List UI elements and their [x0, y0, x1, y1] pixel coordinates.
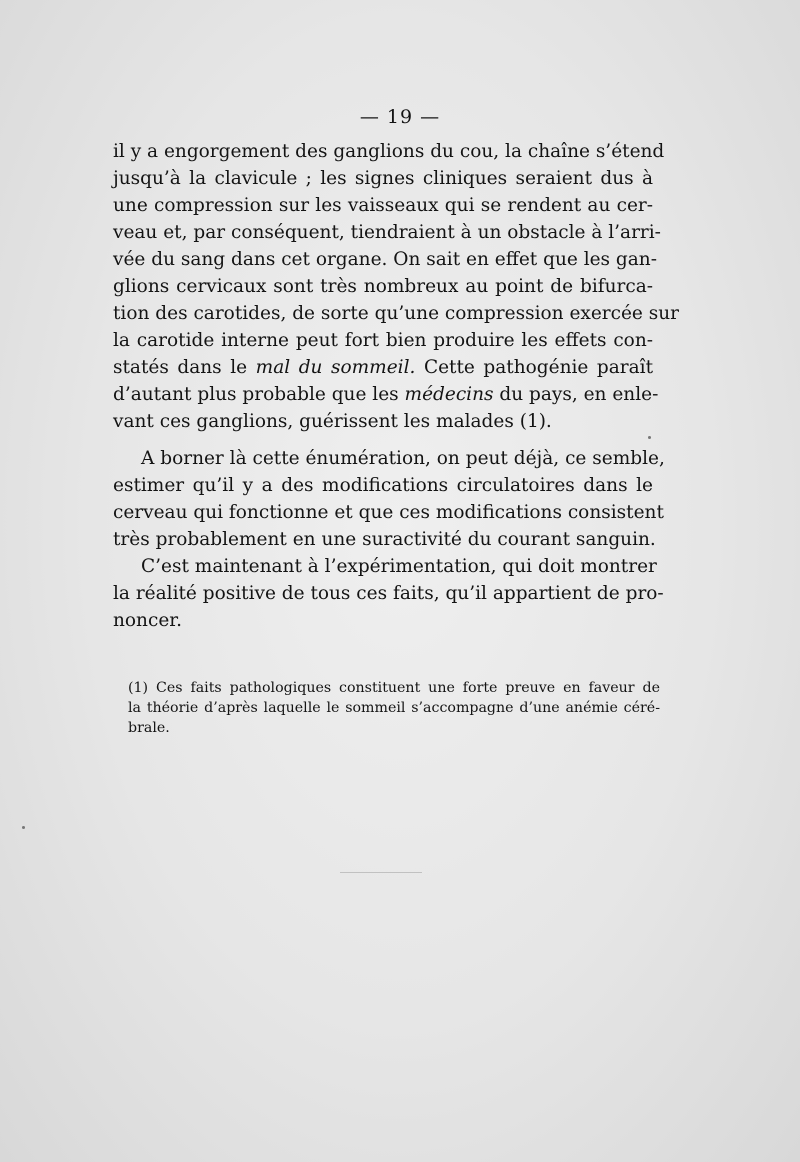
- text-line: [113, 354, 653, 381]
- paragraph-2: [113, 445, 665, 553]
- bleed-through-texture: [118, 735, 678, 1065]
- text-line: il y a engorgement des ganglions du cou, la chaîne s’étend: [113, 141, 665, 162]
- body-text: [113, 138, 680, 634]
- text-line: tion des carotides, de sorte qu’une compression exercée sur: [113, 303, 680, 324]
- paragraph-3: [113, 553, 664, 634]
- text-run: du pays, en enle-: [493, 384, 659, 405]
- text-run: d’autant plus probable que les: [113, 384, 405, 405]
- italic-phrase: médecins: [404, 384, 494, 405]
- text-line: noncer.: [113, 610, 182, 631]
- italic-phrase: mal du sommeil.: [255, 357, 416, 378]
- footnote: [128, 678, 660, 738]
- footnote-line: brale.: [128, 720, 170, 736]
- text-line: jusqu’à la clavicule ; les signes cliniques seraient dus à: [113, 168, 653, 189]
- paper-speck: [22, 826, 25, 829]
- text-line: la réalité positive de tous ces faits, qu’il appartient de pro-: [113, 583, 664, 604]
- text-line: une compression sur les vaisseaux qui se rendent au cer-: [113, 195, 653, 216]
- page-number: — 19 —: [359, 106, 441, 128]
- footnote-line: (1) Ces faits pathologiques constituent une forte preuve en faveur de: [128, 680, 660, 696]
- text-line: A borner là cette énumération, on peut déjà, ce semble,: [141, 448, 665, 469]
- footnote-line: la théorie d’après laquelle le sommeil s’accompagne d’une anémie céré-: [128, 700, 660, 716]
- text-line: vant ces ganglions, guérissent les malades (1).: [113, 411, 552, 432]
- text-line: veau et, par conséquent, tiendraient à un obstacle à l’arri-: [113, 222, 661, 243]
- text-line: la carotide interne peut fort bien produire les effets con-: [113, 330, 653, 351]
- text-line: glions cervicaux sont très nombreux au point de bifurca-: [113, 276, 653, 297]
- paragraph-1: [113, 138, 680, 435]
- text-line: [113, 381, 659, 408]
- text-line: très probablement en une suractivité du courant sanguin.: [113, 529, 656, 550]
- bleed-through-rule: [340, 872, 422, 873]
- text-run: statés dans le: [113, 357, 256, 378]
- text-line: estimer qu’il y a des modifications circulatoires dans le: [113, 475, 653, 496]
- text-line: cerveau qui fonctionne et que ces modifications consistent: [113, 502, 664, 523]
- text-line: C’est maintenant à l’expérimentation, qui doit montrer: [141, 556, 657, 577]
- paragraph-gap: [113, 435, 653, 445]
- text-run: Cette pathogénie paraît: [415, 357, 653, 378]
- text-line: vée du sang dans cet organe. On sait en effet que les gan-: [113, 249, 657, 270]
